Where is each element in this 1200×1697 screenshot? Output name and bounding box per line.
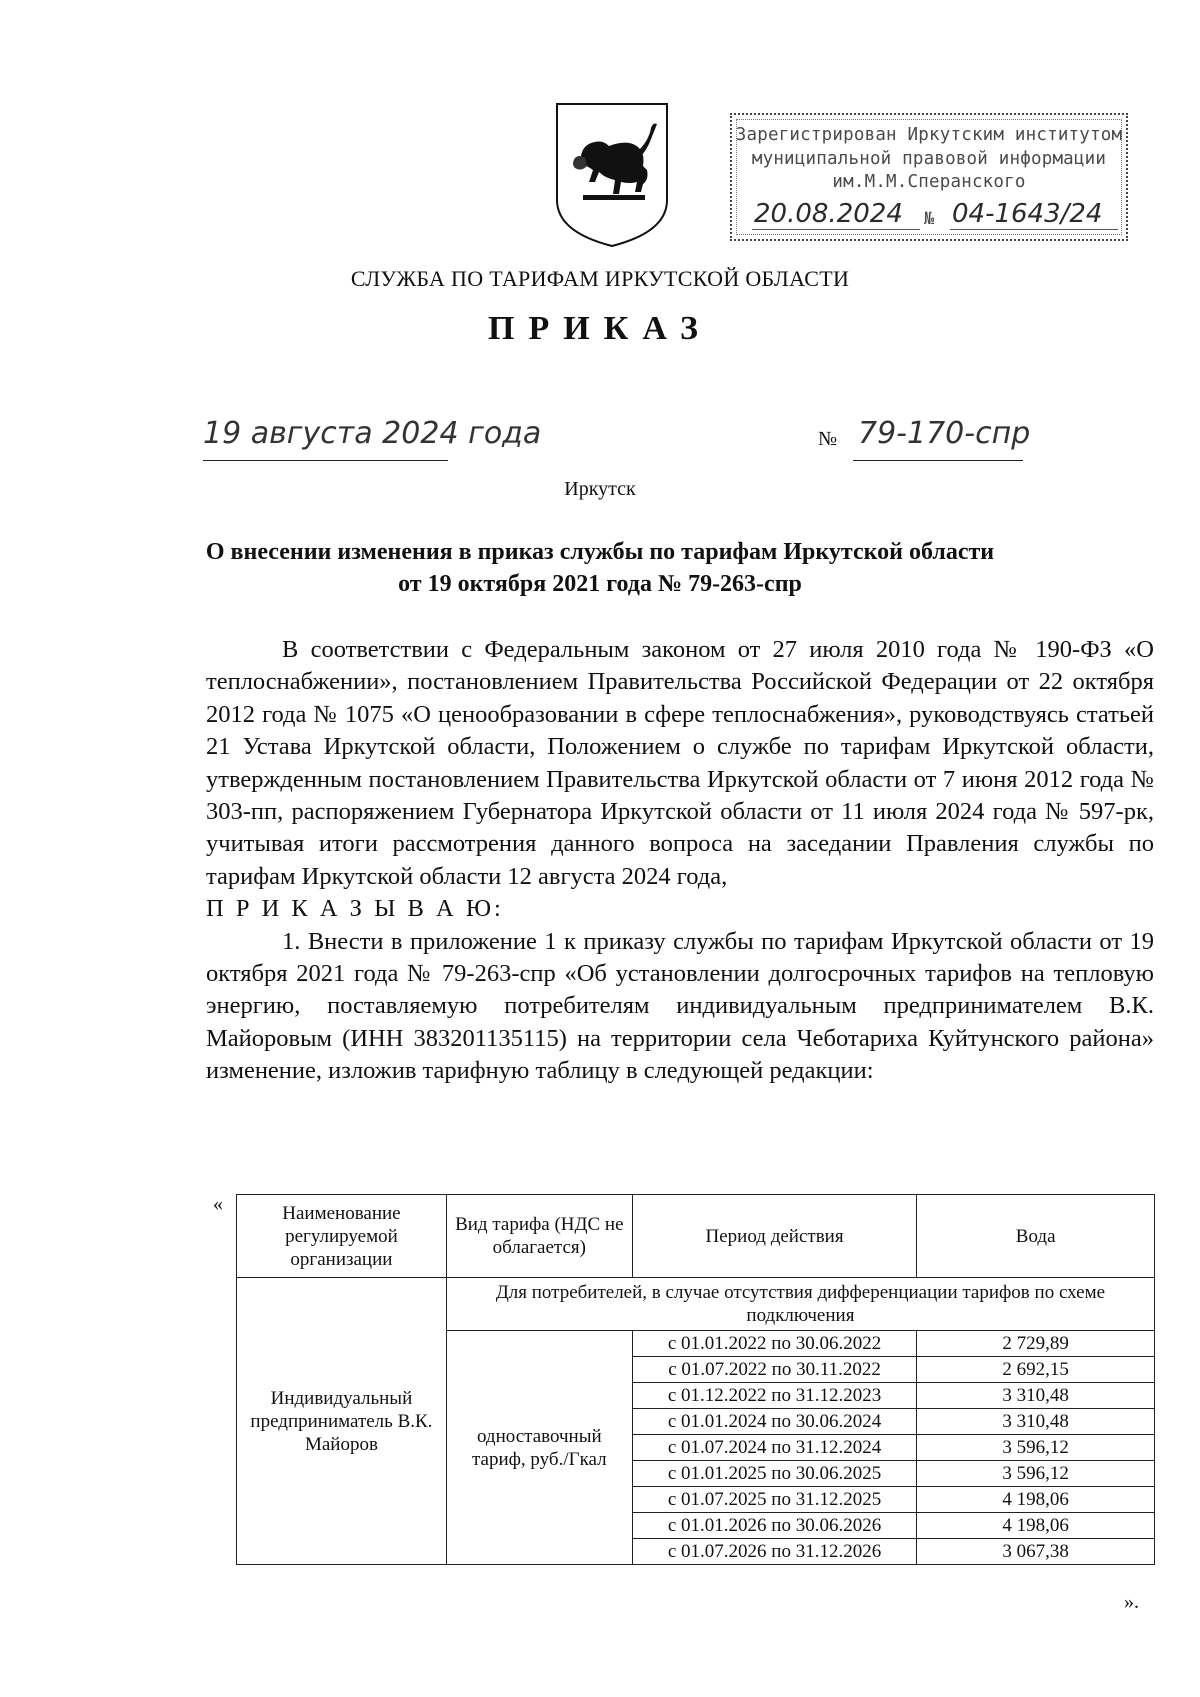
tariff-type-cell: одноставочный тариф, руб./Гкал (446, 1331, 632, 1565)
value-cell: 4 198,06 (917, 1487, 1155, 1513)
period-cell: с 01.07.2026 по 31.12.2026 (632, 1539, 917, 1565)
period-cell: с 01.07.2025 по 31.12.2025 (632, 1487, 917, 1513)
stamp-line-1: Зарегистрирован Иркутским институтом (735, 125, 1123, 145)
header-org: Наименование регулируемой организации (237, 1195, 447, 1278)
handwritten-order-number: 79-170-спр (858, 416, 1031, 451)
header-water: Вода (917, 1195, 1155, 1278)
value-cell: 2 729,89 (917, 1331, 1155, 1357)
order-word: П Р И К А З Ы В А Ю: (206, 895, 504, 923)
period-cell: с 01.01.2025 по 30.06.2025 (632, 1461, 917, 1487)
period-cell: с 01.01.2022 по 30.06.2022 (632, 1331, 917, 1357)
header-period: Период действия (632, 1195, 917, 1278)
org-name-cell: Индивидуальный предприниматель В.К. Майоров (237, 1278, 447, 1565)
value-cell: 3 310,48 (917, 1383, 1155, 1409)
handwritten-date: 19 августа 2024 года (203, 416, 542, 451)
table-open-quote: « (213, 1193, 223, 1215)
tariff-table (236, 1194, 1155, 1565)
number-sign: № (818, 428, 838, 450)
stamp-date-underline (752, 229, 920, 230)
period-cell: с 01.01.2024 по 30.06.2024 (632, 1409, 917, 1435)
stamp-date: 20.08.2024 (754, 199, 903, 229)
consumer-group-cell: Для потребителей, в случае отсутствия дифференциации тарифов по схеме подключения (446, 1278, 1154, 1331)
value-cell: 3 596,12 (917, 1435, 1155, 1461)
value-cell: 4 198,06 (917, 1513, 1155, 1539)
coat-of-arms-emblem (553, 100, 671, 248)
date-underline (203, 460, 448, 461)
stamp-number-underline (950, 229, 1118, 230)
value-cell: 3 067,38 (917, 1539, 1155, 1565)
preamble-paragraph: В соответствии с Федеральным законом от 27 июля 2010 года № 190-ФЗ «О теплоснабжении», постановлением Правительства Российской Федерации от 22 октября 2012 года № 1075 «О ценообразовании в сфере теплоснабжения», руководствуясь статьей 21 Устава Иркутской области, Положением о службе по тарифам Иркутской области, утвержденным постановлением Правительства Иркутской области от 7 июня 2012 года № 303-пп, распоряжением Губернатора Иркутской области от 11 июля 2024 года № 597-рк, учитывая итоги рассмотрения данного вопроса на заседании Правления службы по тарифам Иркутской области 12 августа 2024 года, (206, 636, 1154, 890)
period-cell: с 01.07.2022 по 30.11.2022 (632, 1357, 917, 1383)
item-1-paragraph: 1. Внести в приложение 1 к приказу службы по тарифам Иркутской области от 19 октября 2021 года № 79-263-спр «Об установлении долгосрочных тарифов на тепловую энергию, поставляемую потребителям индивидуальным предпринимателем В.К. Майоровым (ИНН 383201135115) на территории села Чеботариха Куйтунского района» изменение, изложив тарифную таблицу в следующей редакции: (206, 927, 1154, 1085)
period-cell: с 01.01.2026 по 30.06.2026 (632, 1513, 917, 1539)
stamp-number: 04-1643/24 (952, 199, 1103, 229)
document-body (206, 634, 1154, 1088)
city: Иркутск (564, 478, 636, 500)
document-title (150, 536, 1050, 600)
stamp-number-sign: № (924, 209, 935, 229)
title-line-2: от 19 октября 2021 года № 79-263-спр (398, 571, 802, 597)
organization-name: СЛУЖБА ПО ТАРИФАМ ИРКУТСКОЙ ОБЛАСТИ (350, 266, 850, 291)
table-subheader-row (237, 1278, 1155, 1331)
title-line-1: О внесении изменения в приказ службы по тарифам Иркутской области (205, 539, 995, 565)
period-cell: с 01.07.2024 по 31.12.2024 (632, 1435, 917, 1461)
document-type: ПРИКАЗ (488, 310, 712, 347)
table-header-row (237, 1195, 1155, 1278)
value-cell: 2 692,15 (917, 1357, 1155, 1383)
value-cell: 3 310,48 (917, 1409, 1155, 1435)
stamp-line-3: им.М.М.Сперанского (832, 172, 1026, 192)
number-underline (853, 460, 1023, 461)
stamp-line-2: муниципальной правовой информации (751, 149, 1107, 169)
header-tariff-type: Вид тарифа (НДС не облагается) (446, 1195, 632, 1278)
value-cell: 3 596,12 (917, 1461, 1155, 1487)
period-cell: с 01.12.2022 по 31.12.2023 (632, 1383, 917, 1409)
registration-stamp (730, 113, 1128, 241)
table-close-quote: ». (1124, 1591, 1139, 1613)
